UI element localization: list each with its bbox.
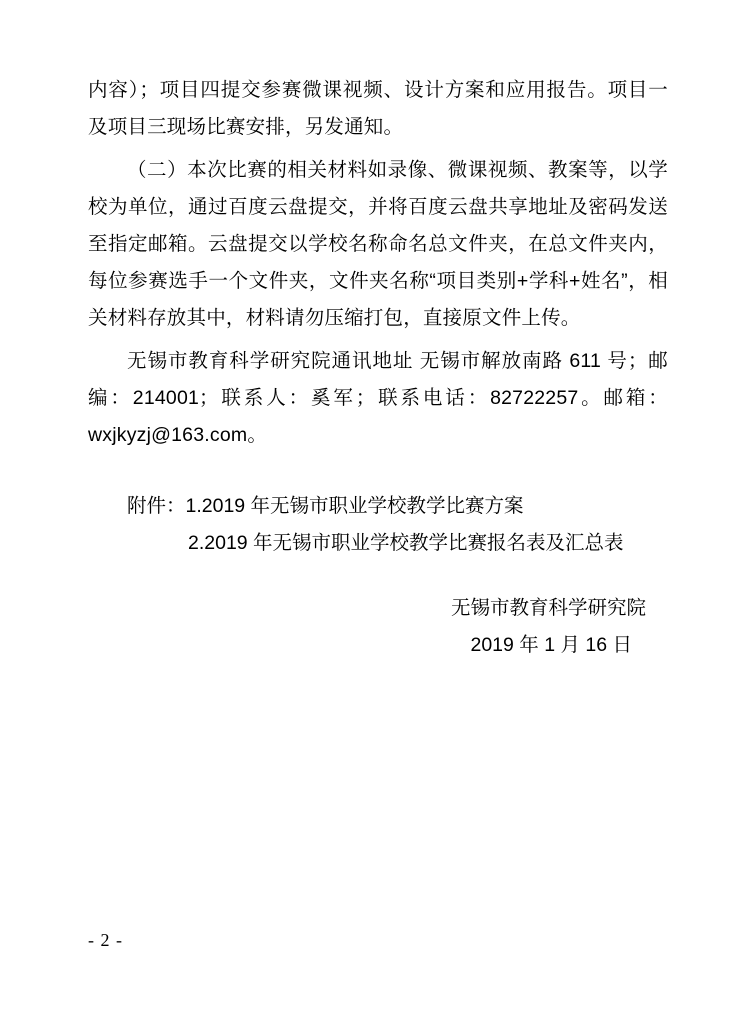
paragraph-contact-info: 无锡市教育科学研究院通讯地址 无锡市解放南路 611 号；邮编：214001；联系人：奚军；联系电话：82722257。邮箱：wxjkyzj@163.com。 [88,350,668,446]
paragraph-continuation: 内容）；项目四提交参赛微课视频、设计方案和应用报告。项目一及项目三现场比赛安排，另发通知。 [88,79,668,138]
attachment-list [88,488,668,562]
signature-date: 2019 年 1 月 16 日 [470,634,632,656]
signature-organization: 无锡市教育科学研究院 [450,597,646,619]
signature-block [88,590,668,664]
attachment-item-2: 2.2019 年无锡市职业学校教学比赛报名表及汇总表 [188,532,624,554]
paragraph-submission-materials: （二）本次比赛的相关材料如录像、微课视频、教案等，以学校为单位，通过百度云盘提交，并将百度云盘共享地址及密码发送至指定邮箱。云盘提交以学校名称命名总文件夹，在总文件夹内，每位参赛选手一个文件夹，文件夹名称“项目类别+学科+姓名”，相关材料存放其中，材料请勿压缩打包，直接原文件上传。 [88,159,668,329]
page-number: - 2 - [88,930,123,950]
attachment-item-1: 附件：1.2019 年无锡市职业学校教学比赛方案 [127,495,524,517]
document-body [88,72,668,664]
